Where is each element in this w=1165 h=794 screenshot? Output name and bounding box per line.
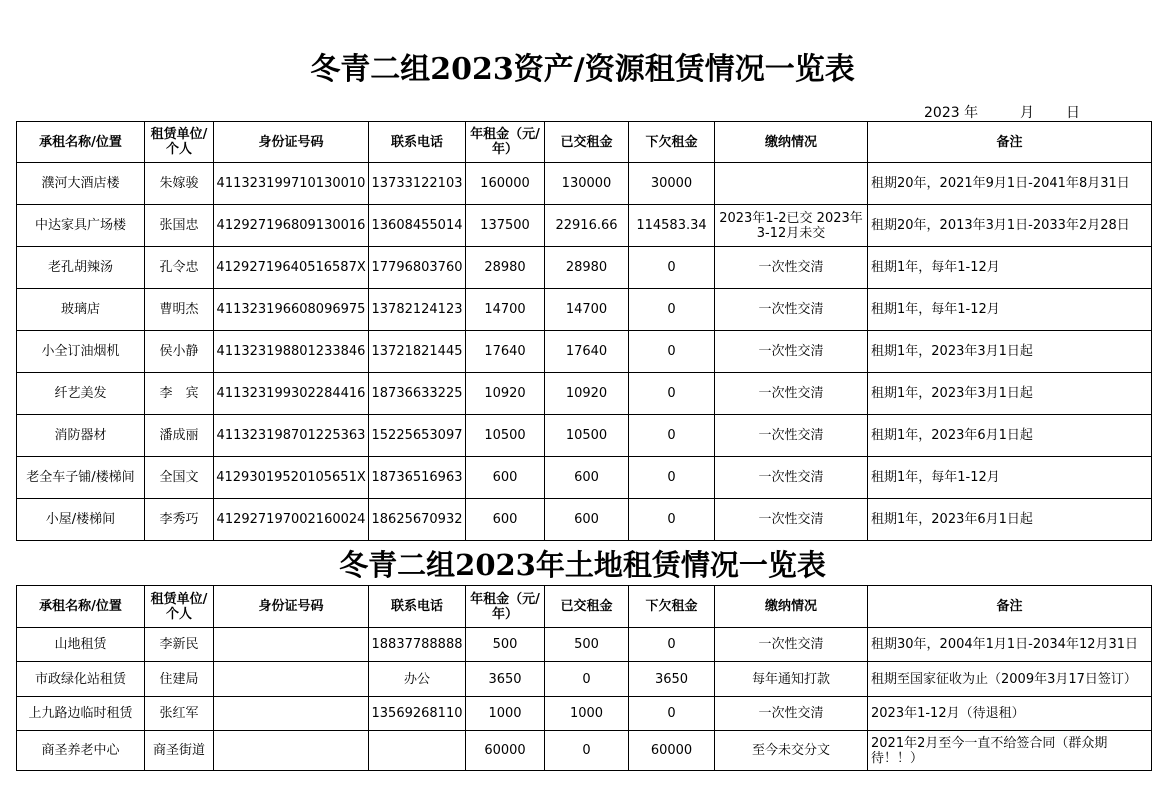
cell-payment-status: 每年通知打款	[715, 662, 868, 697]
cell-phone: 13721821445	[369, 331, 466, 373]
header-owed-rent: 下欠租金	[629, 586, 715, 628]
table-row	[17, 415, 1152, 457]
cell-paid-rent: 28980	[545, 247, 629, 289]
cell-lessee: 全国文	[145, 457, 214, 499]
cell-owed-rent: 30000	[629, 163, 715, 205]
table-row	[17, 662, 1152, 697]
date-year: 2023 年	[924, 105, 979, 121]
cell-tenant-name: 纤艺美发	[17, 373, 145, 415]
cell-lessee: 孔令忠	[145, 247, 214, 289]
cell-id-number: 411323198801233846	[214, 331, 369, 373]
cell-paid-rent: 10920	[545, 373, 629, 415]
report-date	[924, 102, 1080, 122]
cell-paid-rent: 22916.66	[545, 205, 629, 247]
cell-annual-rent: 600	[466, 499, 545, 541]
table-row	[17, 331, 1152, 373]
cell-tenant-name: 老孔胡辣汤	[17, 247, 145, 289]
cell-tenant-name: 商圣养老中心	[17, 731, 145, 771]
cell-tenant-name: 小屋/楼梯间	[17, 499, 145, 541]
header-tenant-name: 承租名称/位置	[17, 122, 145, 163]
table-row	[17, 289, 1152, 331]
cell-annual-rent: 28980	[466, 247, 545, 289]
cell-annual-rent: 137500	[466, 205, 545, 247]
table-row	[17, 373, 1152, 415]
cell-owed-rent: 114583.34	[629, 205, 715, 247]
cell-remarks: 租期1年，每年1-12月	[868, 457, 1152, 499]
cell-tenant-name: 市政绿化站租赁	[17, 662, 145, 697]
cell-owed-rent: 3650	[629, 662, 715, 697]
cell-tenant-name: 中达家具广场楼	[17, 205, 145, 247]
cell-phone: 办公	[369, 662, 466, 697]
table-row	[17, 163, 1152, 205]
cell-remarks: 租期20年，2021年9月1日-2041年8月31日	[868, 163, 1152, 205]
cell-phone: 18736516963	[369, 457, 466, 499]
table-row	[17, 457, 1152, 499]
cell-phone: 13733122103	[369, 163, 466, 205]
cell-payment-status	[715, 163, 868, 205]
cell-phone: 15225653097	[369, 415, 466, 457]
cell-lessee: 李 宾	[145, 373, 214, 415]
cell-annual-rent: 14700	[466, 289, 545, 331]
cell-lessee: 张国忠	[145, 205, 214, 247]
cell-owed-rent: 0	[629, 697, 715, 731]
cell-id-number: 411323196608096975	[214, 289, 369, 331]
cell-phone: 18736633225	[369, 373, 466, 415]
header-payment-status: 缴纳情况	[715, 586, 868, 628]
cell-phone: 18625670932	[369, 499, 466, 541]
cell-owed-rent: 0	[629, 373, 715, 415]
cell-tenant-name: 消防器材	[17, 415, 145, 457]
cell-owed-rent: 0	[629, 289, 715, 331]
cell-annual-rent: 17640	[466, 331, 545, 373]
header-remarks: 备注	[868, 586, 1152, 628]
cell-tenant-name: 玻璃店	[17, 289, 145, 331]
cell-tenant-name: 上九路边临时租赁	[17, 697, 145, 731]
date-day: 日	[1066, 105, 1080, 121]
cell-lessee: 住建局	[145, 662, 214, 697]
cell-payment-status: 一次性交清	[715, 697, 868, 731]
header-annual-rent: 年租金（元/年）	[466, 586, 545, 628]
cell-id-number: 41292719640516587X	[214, 247, 369, 289]
cell-paid-rent: 1000	[545, 697, 629, 731]
cell-remarks: 租期1年，2023年6月1日起	[868, 415, 1152, 457]
table-row	[17, 499, 1152, 541]
cell-paid-rent: 14700	[545, 289, 629, 331]
cell-paid-rent: 0	[545, 731, 629, 771]
cell-tenant-name: 小全订油烟机	[17, 331, 145, 373]
cell-id-number: 411323199710130010	[214, 163, 369, 205]
cell-payment-status: 至今未交分文	[715, 731, 868, 771]
cell-phone	[369, 731, 466, 771]
cell-annual-rent: 600	[466, 457, 545, 499]
cell-id-number	[214, 628, 369, 662]
cell-owed-rent: 0	[629, 247, 715, 289]
land-lease-table	[16, 585, 1152, 771]
cell-payment-status: 一次性交清	[715, 415, 868, 457]
cell-annual-rent: 10920	[466, 373, 545, 415]
cell-remarks: 租期1年，每年1-12月	[868, 247, 1152, 289]
cell-owed-rent: 0	[629, 499, 715, 541]
cell-lessee: 侯小静	[145, 331, 214, 373]
cell-phone: 13569268110	[369, 697, 466, 731]
cell-tenant-name: 老全车子铺/楼梯间	[17, 457, 145, 499]
cell-lessee: 商圣街道	[145, 731, 214, 771]
cell-owed-rent: 0	[629, 628, 715, 662]
cell-payment-status: 一次性交清	[715, 373, 868, 415]
header-phone: 联系电话	[369, 122, 466, 163]
cell-owed-rent: 0	[629, 415, 715, 457]
header-paid-rent: 已交租金	[545, 122, 629, 163]
cell-paid-rent: 600	[545, 499, 629, 541]
header-paid-rent: 已交租金	[545, 586, 629, 628]
cell-paid-rent: 0	[545, 662, 629, 697]
cell-phone: 13782124123	[369, 289, 466, 331]
header-owed-rent: 下欠租金	[629, 122, 715, 163]
table-header-row	[17, 586, 1152, 628]
cell-phone: 13608455014	[369, 205, 466, 247]
cell-annual-rent: 500	[466, 628, 545, 662]
table-header-row	[17, 122, 1152, 163]
cell-payment-status: 一次性交清	[715, 289, 868, 331]
cell-payment-status: 一次性交清	[715, 499, 868, 541]
cell-annual-rent: 1000	[466, 697, 545, 731]
table-row	[17, 205, 1152, 247]
cell-annual-rent: 10500	[466, 415, 545, 457]
cell-lessee: 曹明杰	[145, 289, 214, 331]
cell-payment-status: 一次性交清	[715, 247, 868, 289]
header-lessee: 租赁单位/个人	[145, 122, 214, 163]
header-annual-rent: 年租金（元/年）	[466, 122, 545, 163]
header-remarks: 备注	[868, 122, 1152, 163]
date-month: 月	[1020, 105, 1034, 121]
cell-remarks: 租期1年，2023年3月1日起	[868, 331, 1152, 373]
cell-remarks: 租期1年，2023年3月1日起	[868, 373, 1152, 415]
cell-paid-rent: 130000	[545, 163, 629, 205]
cell-lessee: 李秀巧	[145, 499, 214, 541]
cell-owed-rent: 60000	[629, 731, 715, 771]
cell-annual-rent: 60000	[466, 731, 545, 771]
header-id-number: 身份证号码	[214, 122, 369, 163]
cell-paid-rent: 10500	[545, 415, 629, 457]
cell-remarks: 2021年2月至今一直不给签合同（群众期待！！）	[868, 731, 1152, 771]
cell-remarks: 租期30年，2004年1月1日-2034年12月31日	[868, 628, 1152, 662]
cell-id-number	[214, 662, 369, 697]
cell-owed-rent: 0	[629, 331, 715, 373]
cell-owed-rent: 0	[629, 457, 715, 499]
cell-lessee: 李新民	[145, 628, 214, 662]
cell-annual-rent: 3650	[466, 662, 545, 697]
cell-payment-status: 2023年1-2已交 2023年3-12月未交	[715, 205, 868, 247]
cell-phone: 18837788888	[369, 628, 466, 662]
header-phone: 联系电话	[369, 586, 466, 628]
cell-id-number: 411323198701225363	[214, 415, 369, 457]
cell-remarks: 租期至国家征收为止（2009年3月17日签订）	[868, 662, 1152, 697]
section-title: 冬青二组2023年土地租赁情况一览表	[339, 548, 826, 582]
cell-remarks: 租期20年，2013年3月1日-2033年2月28日	[868, 205, 1152, 247]
cell-id-number	[214, 731, 369, 771]
cell-remarks: 2023年1-12月（待退租）	[868, 697, 1152, 731]
cell-remarks: 租期1年，2023年6月1日起	[868, 499, 1152, 541]
cell-paid-rent: 600	[545, 457, 629, 499]
cell-payment-status: 一次性交清	[715, 331, 868, 373]
table-row	[17, 247, 1152, 289]
cell-lessee: 张红军	[145, 697, 214, 731]
cell-annual-rent: 160000	[466, 163, 545, 205]
table-row	[17, 697, 1152, 731]
cell-id-number: 412927196809130016	[214, 205, 369, 247]
cell-phone: 17796803760	[369, 247, 466, 289]
asset-lease-table	[16, 121, 1152, 541]
cell-remarks: 租期1年，每年1-12月	[868, 289, 1152, 331]
cell-lessee: 潘成丽	[145, 415, 214, 457]
cell-tenant-name: 濮河大酒店楼	[17, 163, 145, 205]
page-title: 冬青二组2023资产/资源租赁情况一览表	[310, 52, 855, 87]
cell-lessee: 朱嫁骏	[145, 163, 214, 205]
cell-id-number: 41293019520105651X	[214, 457, 369, 499]
cell-id-number: 412927197002160024	[214, 499, 369, 541]
cell-id-number	[214, 697, 369, 731]
cell-payment-status: 一次性交清	[715, 457, 868, 499]
cell-payment-status: 一次性交清	[715, 628, 868, 662]
table-row	[17, 628, 1152, 662]
header-tenant-name: 承租名称/位置	[17, 586, 145, 628]
header-payment-status: 缴纳情况	[715, 122, 868, 163]
cell-id-number: 411323199302284416	[214, 373, 369, 415]
table-row	[17, 731, 1152, 771]
cell-tenant-name: 山地租赁	[17, 628, 145, 662]
header-lessee: 租赁单位/个人	[145, 586, 214, 628]
cell-paid-rent: 17640	[545, 331, 629, 373]
cell-paid-rent: 500	[545, 628, 629, 662]
header-id-number: 身份证号码	[214, 586, 369, 628]
